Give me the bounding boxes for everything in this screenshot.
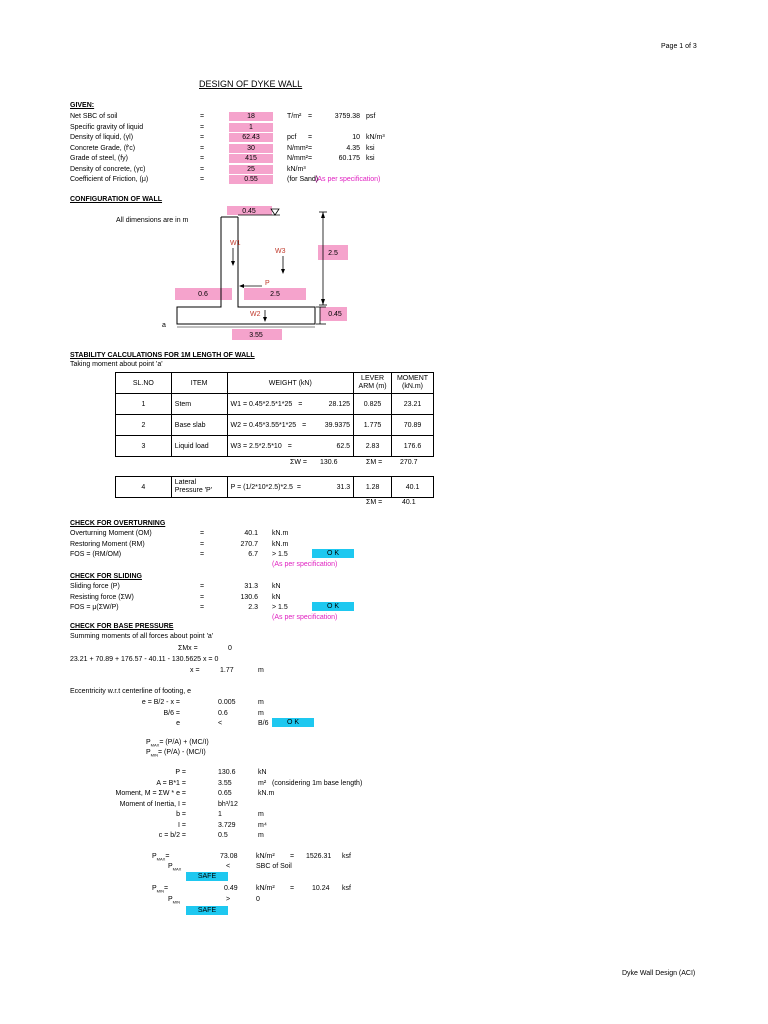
label-a: a xyxy=(162,322,166,329)
overturning-spec: (As per specification) xyxy=(272,561,338,568)
wall-diagram xyxy=(150,200,370,345)
config-note: All dimensions are in m xyxy=(116,217,189,224)
arrow-left-icon xyxy=(239,284,244,288)
given-note: (As per specification) xyxy=(315,176,381,183)
pmin-formula: $P_{MIN}= (P/A) - (MC/I)$ xyxy=(146,749,206,758)
given-label: Coefficient of Friction, (μ) xyxy=(70,176,149,183)
sum-m2-label: ΣM = xyxy=(366,499,383,506)
x-value: 1.77 xyxy=(220,667,234,674)
table-row: 3 Liquid load W3 = 2.5*2.5*10 = 62.5 2.83 176.6 xyxy=(116,436,434,457)
dim-height: 2.5 xyxy=(328,250,338,257)
table-row: 2 Base slab W2 = 0.45*3.55*1*25 = 39.9375 1.775 70.89 xyxy=(116,415,434,436)
ecc-ok-badge: O K xyxy=(272,718,314,727)
dim-baselen: 3.55 xyxy=(249,332,263,339)
arrow-down-icon xyxy=(263,317,267,322)
footer-label: Dyke Wall Design (ACI) xyxy=(622,970,696,977)
given-value2: 10 xyxy=(352,134,360,141)
dim-toe: 2.5 xyxy=(270,291,280,298)
given-unit: pcf xyxy=(287,134,297,141)
water-level-icon xyxy=(271,209,279,215)
dim-top: 0.45 xyxy=(242,208,256,215)
given-value: 62.43 xyxy=(229,133,273,142)
pmax-label: $P_{MAX}=$ xyxy=(152,853,170,862)
given-unit2: kN/m³ xyxy=(366,134,385,141)
given-label: Density of liquid, (γl) xyxy=(70,134,134,141)
given-unit2: ksi xyxy=(366,144,375,152)
stability-table xyxy=(115,372,434,457)
pmin-unit2: ksf xyxy=(342,885,351,892)
page-number: Page 1 of 3 xyxy=(661,43,697,50)
stability-sub: Taking moment about point 'a' xyxy=(70,361,163,368)
given-unit2: psf xyxy=(366,113,376,120)
given-unit: N/mm² xyxy=(287,155,308,162)
pmin-value: 0.49 xyxy=(224,885,238,892)
given-heading: GIVEN: xyxy=(70,102,95,109)
sum-mx-label: ΣMx = xyxy=(178,645,198,652)
given-unit: N/mm² xyxy=(287,144,308,152)
given-value: 415 xyxy=(229,154,273,163)
sum-m: 270.7 xyxy=(400,459,418,466)
x-unit: m xyxy=(258,667,264,674)
lateral-table xyxy=(115,476,434,498)
given-label: Density of concrete, (γc) xyxy=(70,165,146,173)
sum-m2: 40.1 xyxy=(402,499,416,506)
given-unit: (for Sand) xyxy=(287,176,319,183)
sliding-spec: (As per specification) xyxy=(272,614,338,621)
wall-outline xyxy=(177,217,315,324)
sum-mx: 0 xyxy=(228,645,232,652)
pmax-cmp2: SBC of Soil xyxy=(256,863,292,870)
pmin-unit: kN/m² xyxy=(256,885,275,892)
given-label: Grade of steel, (fy) xyxy=(70,155,128,162)
pmin-eq: = xyxy=(290,885,295,892)
given-value: 0.55 xyxy=(229,175,273,184)
label-w2: W2 xyxy=(250,311,261,318)
overturning-ok-badge: O K xyxy=(312,549,354,558)
pmin-safe-badge: SAFE xyxy=(186,906,228,915)
arrow-down-icon xyxy=(231,261,235,266)
pmax-cmp: < xyxy=(226,863,231,870)
label-w1: W1 xyxy=(230,240,241,247)
given-label: Net SBC of soil xyxy=(70,113,118,120)
pmax-unit: kN/m² xyxy=(256,853,275,860)
config-heading: CONFIGURATION OF WALL xyxy=(70,196,163,203)
given-value: 18 xyxy=(229,112,273,121)
pmin-label: $P_{MIN}=$ xyxy=(152,885,169,894)
given-value: 30 xyxy=(229,144,273,153)
dim-heel: 0.6 xyxy=(198,291,208,298)
given-unit2: ksi xyxy=(366,155,375,162)
col-header-item: ITEM xyxy=(171,373,227,394)
table-row: 4 Lateral Pressure 'P' P = (1/2*10*2.5)*2.5 = 31.3 1.28 40.1 xyxy=(116,477,434,498)
given-label: Specific gravity of liquid xyxy=(70,123,144,131)
x-label: x = xyxy=(190,667,200,674)
given-value: 25 xyxy=(229,165,273,174)
pmax-value2: 1526.31 xyxy=(306,853,332,860)
pmin-value2: 10.24 xyxy=(312,885,330,892)
base-line1: Summing moments of all forces about point 'a' xyxy=(70,633,214,640)
pmax-safe-badge: SAFE xyxy=(186,872,228,881)
pmax-value: 73.08 xyxy=(220,853,238,860)
pmin-cmp: > xyxy=(226,896,231,903)
given-value2: 60.175 xyxy=(338,155,360,162)
sum-w-label: ΣW = xyxy=(290,459,307,466)
base-heading: CHECK FOR BASE PRESSURE xyxy=(70,623,174,630)
pmax-unit2: ksf xyxy=(342,853,351,860)
pmax-eq: = xyxy=(290,853,295,860)
given-label: Concrete Grade, (f'c) xyxy=(70,144,136,152)
col-header-lever: LEVER ARM (m) xyxy=(354,373,392,394)
table-row: 1 Stem W1 = 0.45*2.5*1*25 = 28.125 0.825 23.21 xyxy=(116,394,434,415)
label-w3: W3 xyxy=(275,248,286,255)
sliding-ok-badge: O K xyxy=(312,602,354,611)
table-header-row xyxy=(116,373,434,394)
sliding-heading: CHECK FOR SLIDING xyxy=(70,573,142,580)
sum-m-label: ΣM = xyxy=(366,459,383,466)
arrow-up-icon xyxy=(321,212,325,218)
pmax-label2: $P_{MAX}$ xyxy=(168,863,182,872)
given-value2: 4.35 xyxy=(346,144,360,152)
given-value2: 3759.38 xyxy=(334,113,360,120)
given-unit: T/m² xyxy=(287,113,302,120)
sum-w: 130.6 xyxy=(320,459,338,466)
col-header-weight: WEIGHT (kN) xyxy=(227,373,354,394)
col-header-moment: MOMENT (kN.m) xyxy=(392,373,434,394)
label-p: P xyxy=(265,280,270,287)
pmin-cmp2: 0 xyxy=(256,896,260,903)
pmax-formula: $P_{MAX}= (P/A) + (MC/I)$ xyxy=(146,739,209,748)
base-equation: 23.21 + 70.89 + 176.57 - 40.11 - 130.5625 x = 0 xyxy=(70,656,219,663)
given-unit: kN/m³ xyxy=(287,165,306,173)
arrow-down-icon xyxy=(281,269,285,274)
overturning-heading: CHECK FOR OVERTURNING xyxy=(70,520,166,527)
arrow-down-icon xyxy=(321,299,325,305)
ecc-title: Eccentricity w.r.t centerline of footing, e xyxy=(70,688,192,695)
page-title: DESIGN OF DYKE WALL xyxy=(199,79,303,89)
col-header-sl: SL.NO xyxy=(116,373,172,394)
pmin-label2: $P_{MIN}$ xyxy=(168,896,181,905)
dim-basethk: 0.45 xyxy=(328,311,342,318)
given-value: 1 xyxy=(229,123,273,132)
stability-heading: STABILITY CALCULATIONS FOR 1M LENGTH OF WALL xyxy=(70,352,255,359)
